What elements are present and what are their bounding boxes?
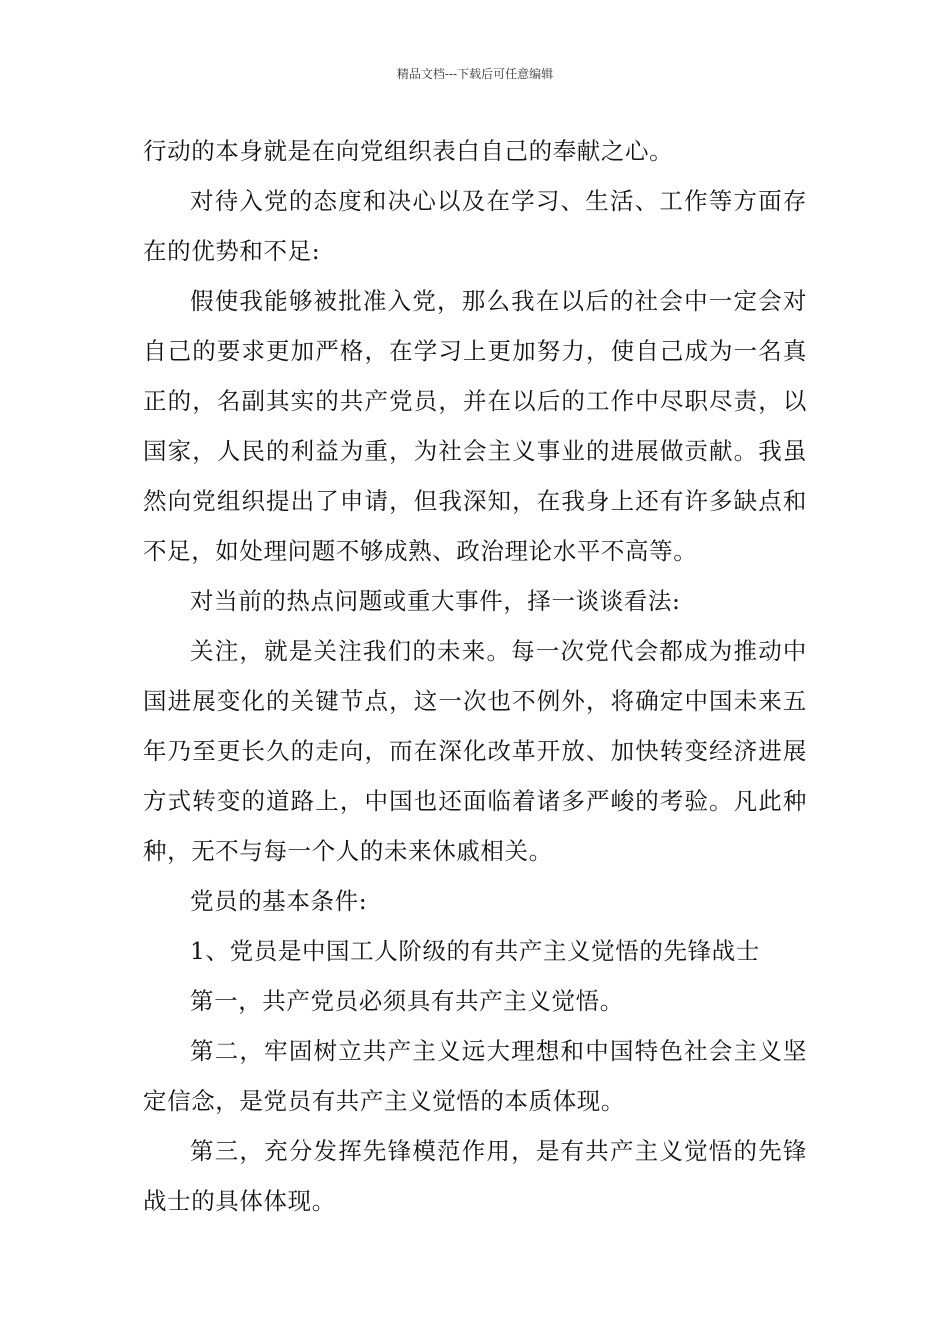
paragraph-point-first: 第一，共产党员必须具有共产主义觉悟。 [190, 987, 624, 1015]
paragraph-hot-topic-body: 关注，就是关注我们的未来。每一次党代会都成为推动中国进展变化的关键节点，这一次也不例外，将确定中国未来五年乃至更长久的走向，而在深化改革开放、加快转变经济进展方式转变的道路上，中国也还面临着诸多严峻的考验。凡此种种，无不与每一个人的未来休戚相关。 [143, 637, 807, 865]
paragraph-attitude-body: 假使我能够被批准入党，那么我在以后的社会中一定会对自己的要求更加严格，在学习上更加努力，使自己成为一名真正的，名副其实的共产党员，并在以后的工作中尽职尽责，以国家，人民的利益为重，为社会主义事业的进展做贡献。我虽然向党组织提出了申请，但我深知，在我身上还有许多缺点和不足，如处理问题不够成熟、政治理论水平不高等。 [143, 287, 807, 565]
paragraph-condition-1: 1、党员是中国工人阶级的有共产主义觉悟的先锋战士 [190, 937, 760, 965]
page-header: 精品文档---下载后可任意编辑 [396, 67, 554, 81]
paragraph-hot-topic-heading: 对当前的热点问题或重大事件，择一谈谈看法: [190, 587, 681, 615]
document-body [143, 126, 807, 1226]
paragraph-point-second: 第二，牢固树立共产主义远大理想和中国特色社会主义坚定信念，是党员有共产主义觉悟的本质体现。 [143, 1037, 807, 1115]
paragraph-attitude-heading: 对待入党的态度和决心以及在学习、生活、工作等方面存在的优势和不足: [143, 187, 807, 265]
paragraph-point-third: 第三，充分发挥先锋模范作用，是有共产主义觉悟的先锋战士的具体体现。 [143, 1137, 807, 1215]
paragraph-conditions-heading: 党员的基本条件: [190, 887, 368, 915]
paragraph-continuation: 行动的本身就是在向党组织表白自己的奉献之心。 [143, 137, 674, 165]
